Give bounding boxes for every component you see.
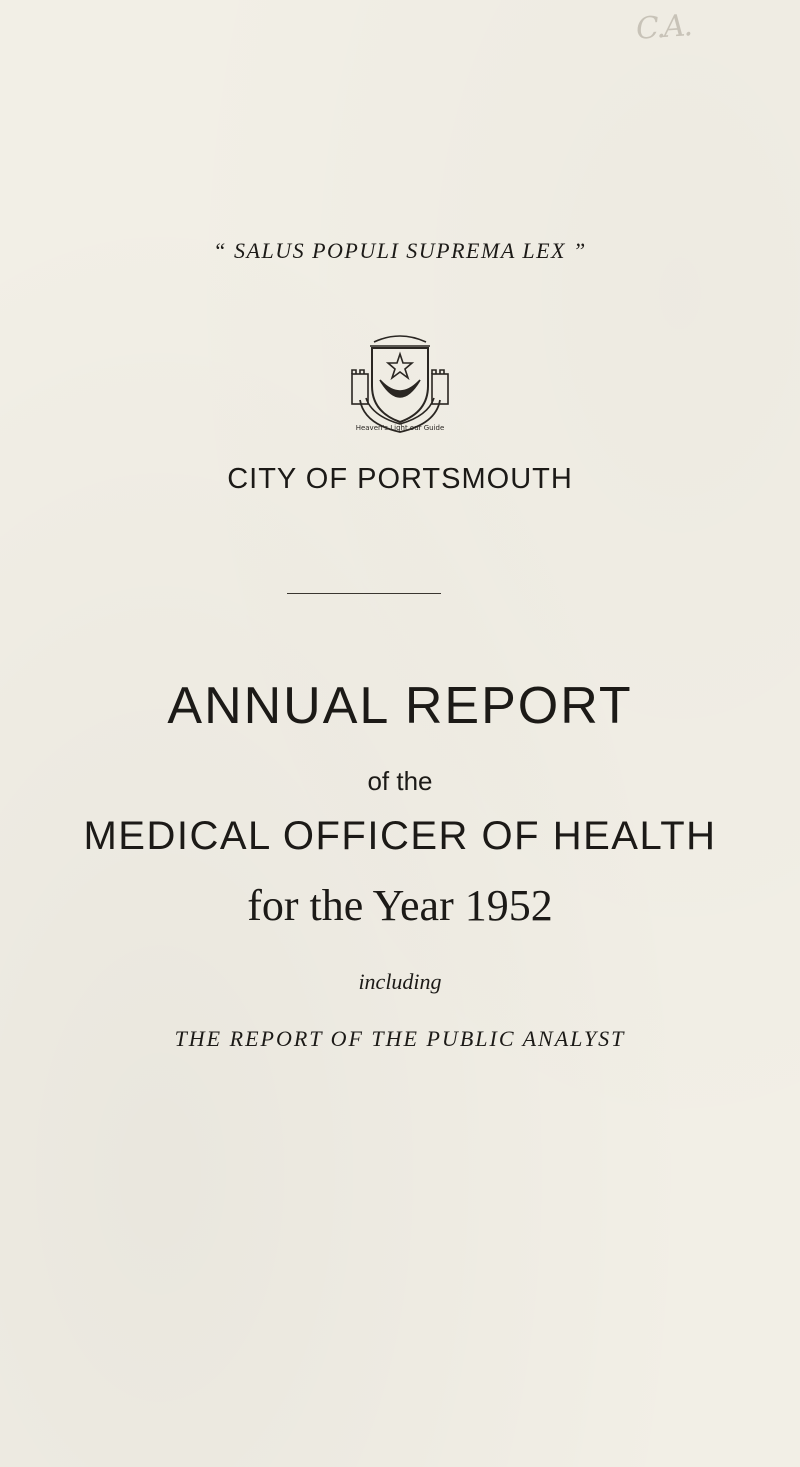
including-line: including <box>358 969 442 994</box>
latin-motto: “ SALUS POPULI SUPREMA LEX ” <box>213 238 587 263</box>
report-title: ANNUAL REPORT <box>167 677 633 735</box>
crest-ribbon-text: Heaven's Light our Guide <box>355 424 445 432</box>
public-analyst-line: THE REPORT OF THE PUBLIC ANALYST <box>174 1026 626 1051</box>
city-name: CITY OF PORTSMOUTH <box>227 463 573 495</box>
portsmouth-crest-icon <box>340 328 460 440</box>
year-line: for the Year 1952 <box>247 881 553 930</box>
divider-rule <box>287 593 441 594</box>
officer-title: MEDICAL OFFICER OF HEALTH <box>83 814 717 858</box>
handwritten-corner-note: C.A. <box>634 8 692 47</box>
of-the-line: of the <box>367 766 433 796</box>
